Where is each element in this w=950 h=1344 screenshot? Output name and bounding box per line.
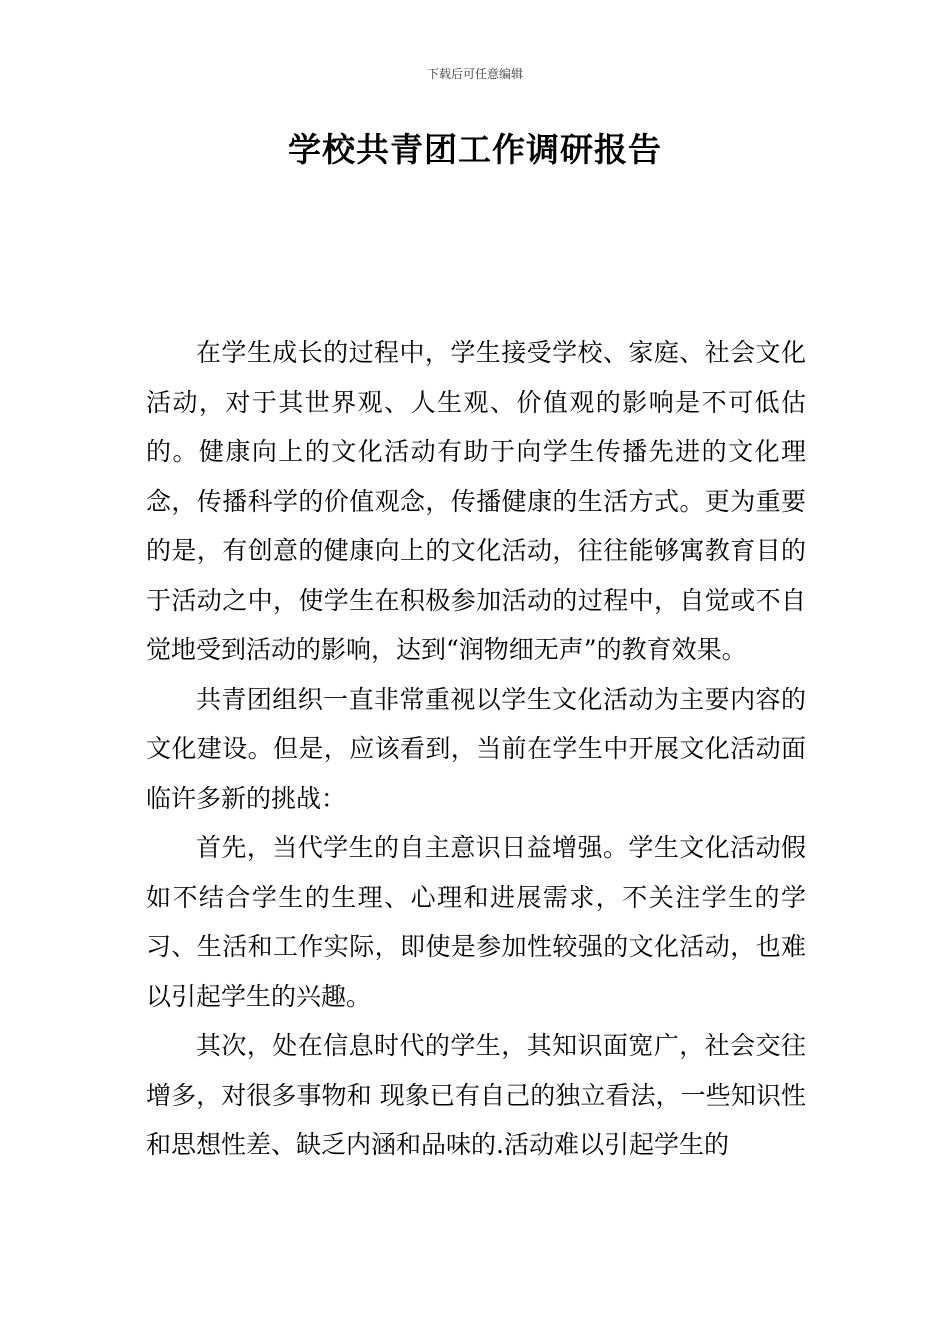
paragraph: 其次，处在信息时代的学生，其知识面宽广，社会交往增多，对很多事物和 现象已有自己的独立看法，一些知识性和思想性差、缺乏内涵和品味的.活动难以引起学生的 [146,1031,806,1159]
header-note: 下载后可任意编辑 [426,67,523,81]
document-body [146,328,806,1170]
paragraph: 首先，当代学生的自主意识日益增强。学生文化活动假如不结合学生的生理、心理和进展需求，不关注学生的学习、生活和工作实际，即使是参加性较强的文化活动，也难以引起学生的兴趣。 [146,833,806,1011]
paragraph: 在学生成长的过程中，学生接受学校、家庭、社会文化活动，对于其世界观、人生观、价值观的影响是不可低估的。健康向上的文化活动有助于向学生传播先进的文化理念，传播科学的价值观念，传播健康的生活方式。更为重要的是，有创意的健康向上的文化活动，往往能够寓教育目的于活动之中，使学生在积极参加活动的过程中，自觉或不自觉地受到活动的影响，达到“润物细无声”的教育效果。 [146,338,806,664]
document-title: 学校共青团工作调研报告 [288,130,662,169]
paragraph: 共青团组织一直非常重视以学生文化活动为主要内容的文化建设。但是，应该看到，当前在学生中开展文化活动面临许多新的挑战： [146,684,806,813]
